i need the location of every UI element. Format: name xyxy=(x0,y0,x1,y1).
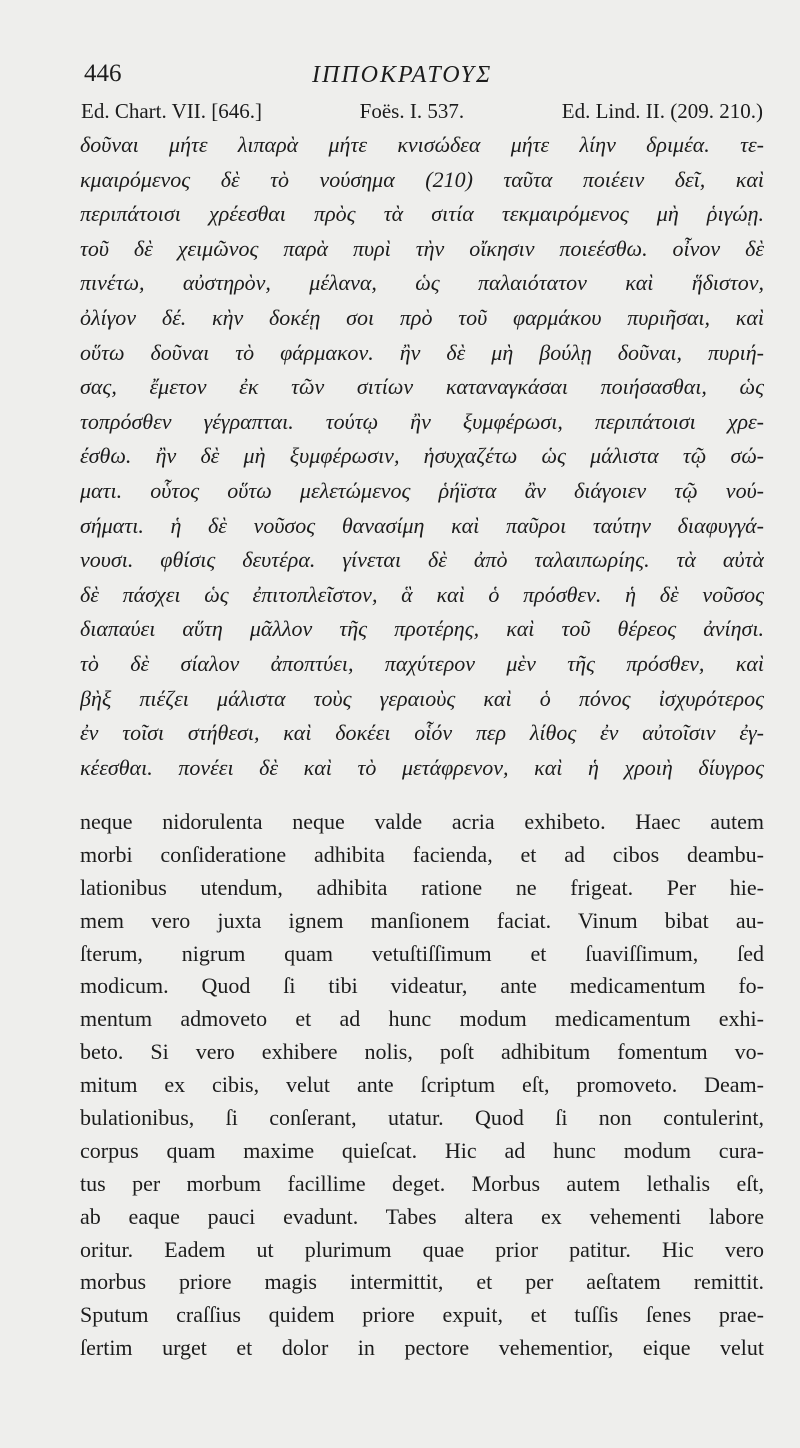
greek-text-line: τοῦ δὲ χειμῶνος παρὰ πυρὶ τὴν οἴκησιν ποιεέσθω. οἶνον δὲ xyxy=(80,235,764,261)
greek-text-line: βὴξ πιέζει μάλιστα τοὺς γεραιοὺς καὶ ὁ πόνος ἰσχυρότερος xyxy=(80,685,764,711)
greek-text-block xyxy=(80,128,764,785)
latin-text-line: mentum admoveto et ad hunc modum medicamentum exhi- xyxy=(80,1006,764,1032)
page-number: 446 xyxy=(84,60,122,87)
greek-text-line: νουσι. φθίσις δευτέρα. γίνεται δὲ ἀπὸ ταλαιπωρίης. τὰ αὐτὰ xyxy=(80,547,764,573)
latin-text-line: morbus priore magis intermittit, et per aeſtatem remittit. xyxy=(80,1269,764,1295)
greek-text-line: δὲ πάσχει ὡς ἐπιτοπλεῖστον, ἃ καὶ ὁ πρόσθεν. ἡ δὲ νοῦσος xyxy=(80,581,764,607)
latin-text-line: oritur. Eadem ut plurimum quae prior patitur. Hic vero xyxy=(80,1236,764,1262)
latin-text-line: Sputum craſſius quidem priore expuit, et tuſſis ſenes prae- xyxy=(80,1302,764,1328)
latin-text-line: corpus quam maxime quieſcat. Hic ad hunc modum cura- xyxy=(80,1137,764,1163)
greek-text-line: κμαιρόμενος δὲ τὸ νούσημα (210) ταῦτα ποιέειν δεῖ, καὶ xyxy=(80,166,764,192)
greek-text-line: πινέτω, αὐστηρὸν, μέλανα, ὡς παλαιότατον καὶ ἥδιστον, xyxy=(80,270,764,296)
greek-text-line: διαπαύει αὕτη μᾶλλον τῆς προτέρης, καὶ τοῦ θέρεος ἀνίησι. xyxy=(80,616,764,642)
greek-text-line: ἐν τοῖσι στήθεσι, καὶ δοκέει οἷόν περ λίθος ἐν αὐτοῖσιν ἐγ- xyxy=(80,720,764,746)
greek-text-line: έσθω. ἢν δὲ μὴ ξυμφέρωσιν, ἡσυχαζέτω ὡς μάλιστα τῷ σώ- xyxy=(80,443,764,469)
greek-text-line: ὀλίγον δέ. κὴν δοκέῃ σοι πρὸ τοῦ φαρμάκου πυριῆσαι, καὶ xyxy=(80,304,764,330)
edition-references xyxy=(81,99,763,124)
latin-text-line: tus per morbum facillime deget. Morbus autem lethalis eſt, xyxy=(80,1170,764,1196)
greek-text-line: περιπάτοισι χρέεσθαι πρὸς τὰ σιτία τεκμαιρόμενος μὴ ῥιγώῃ. xyxy=(80,201,764,227)
greek-text-line: οὕτω δοῦναι τὸ φάρμακον. ἢν δὲ μὴ βούλῃ δοῦναι, πυριή- xyxy=(80,339,764,365)
greek-text-line: σας, ἔμετον ἐκ τῶν σιτίων καταναγκάσαι ποιήσασθαι, ὡς xyxy=(80,374,764,400)
latin-text-line: modicum. Quod ſi tibi videatur, ante medicamentum fo- xyxy=(80,973,764,999)
greek-text-line: τὸ δὲ σίαλον ἀποπτύει, παχύτερον μὲν τῆς πρόσθεν, καὶ xyxy=(80,650,764,676)
latin-text-line: ab eaque pauci evadunt. Tabes altera ex vehementi labore xyxy=(80,1203,764,1229)
greek-text-line: κέεσθαι. πονέει δὲ καὶ τὸ μετάφρενον, καὶ ἡ χροιὴ δίυγρος xyxy=(80,754,764,780)
latin-text-line: mem vero juxta ignem manſionem faciat. Vinum bibat au- xyxy=(80,907,764,933)
latin-text-line: neque nidorulenta neque valde acria exhibeto. Haec autem xyxy=(80,809,764,834)
latin-translation-block xyxy=(80,806,764,1365)
greek-text-line: τοπρόσθεν γέγραπται. τούτῳ ἢν ξυμφέρωσι, περιπάτοισι χρε- xyxy=(80,408,764,434)
latin-text-line: ſterum, nigrum quam vetuſtiſſimum et ſuaviſſimum, ſed xyxy=(80,940,764,966)
page-header xyxy=(84,60,764,96)
edition-ref-foes: Foës. I. 537. xyxy=(359,99,465,123)
edition-ref-linden: Ed. Lind. II. (209. 210.) xyxy=(561,99,763,123)
latin-text-line: morbi conſideratione adhibita facienda, et ad cibos deambu- xyxy=(80,841,764,867)
edition-ref-chartier: Ed. Chart. VII. [646.] xyxy=(81,99,262,123)
greek-text-line: ματι. οὗτος οὕτω μελετώμενος ῥήϊστα ἂν διάγοιεν τῷ νού- xyxy=(80,477,764,503)
running-head: ΙΠΠΟΚΡΑΤΟΥΣ xyxy=(312,62,493,88)
greek-text-line: δοῦναι μήτε λιπαρὰ μήτε κνισώδεα μήτε λίην δριμέα. τε- xyxy=(80,132,764,157)
latin-text-line: lationibus utendum, adhibita ratione ne frigeat. Per hie- xyxy=(80,874,764,900)
latin-text-line: mitum ex cibis, velut ante ſcriptum eſt, promoveto. Deam- xyxy=(80,1072,764,1098)
latin-text-line: beto. Si vero exhibere nolis, poſt adhibitum fomentum vo- xyxy=(80,1039,764,1065)
latin-text-line: ſertim urget et dolor in pectore vehementior, eique velut xyxy=(80,1335,764,1361)
latin-text-line: bulationibus, ſi conſerant, utatur. Quod ſi non contulerint, xyxy=(80,1105,764,1131)
greek-text-line: σήματι. ἡ δὲ νοῦσος θανασίμη καὶ παῦροι ταύτην διαφυγγά- xyxy=(80,512,764,538)
